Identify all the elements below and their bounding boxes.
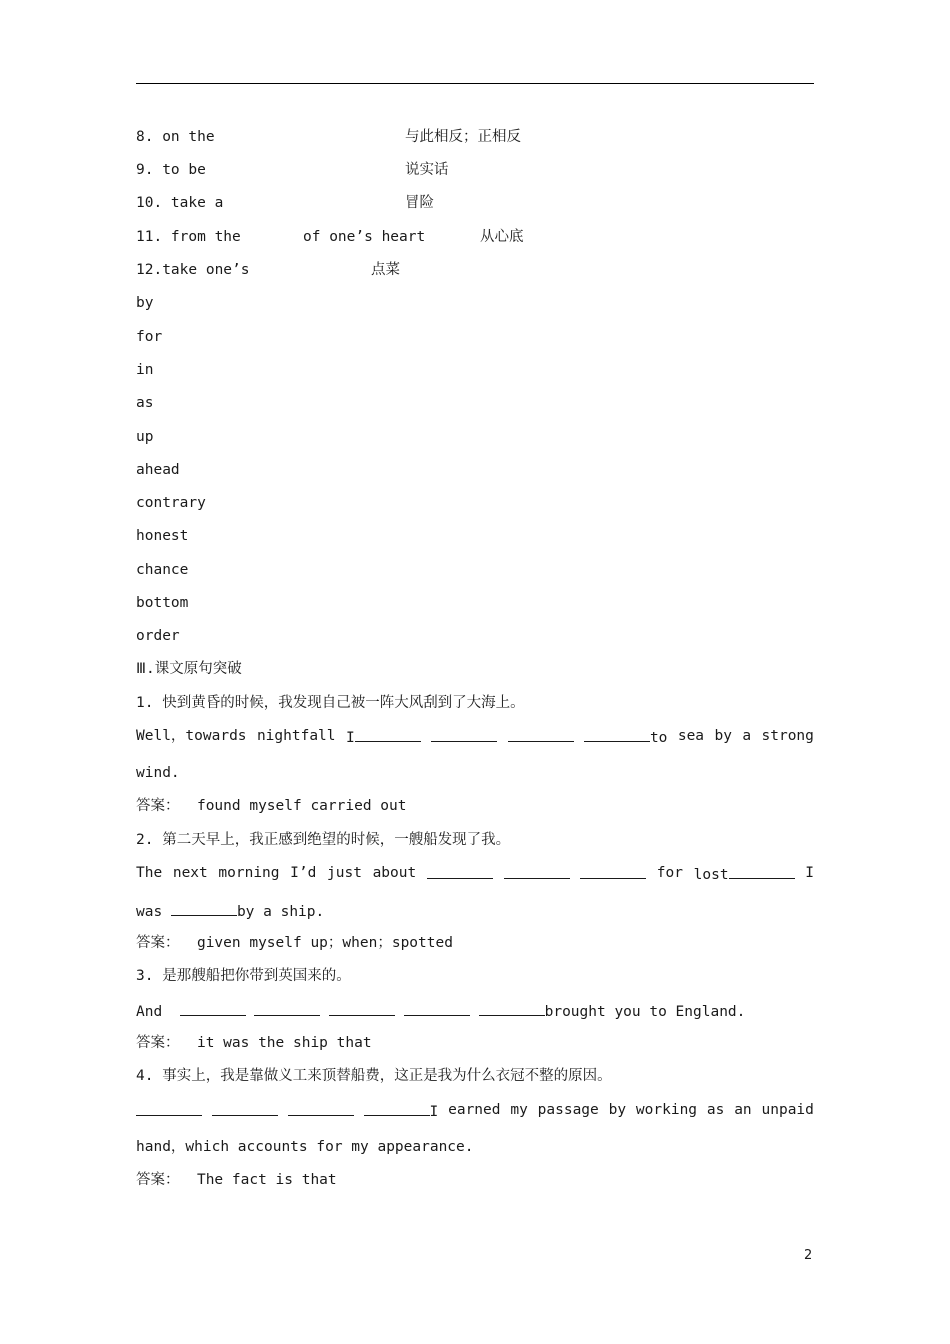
- blank: [212, 1100, 278, 1116]
- q2-answer: 答案： given myself up；when；spotted: [136, 935, 453, 951]
- answer-word: chance: [136, 562, 189, 578]
- blank: [427, 863, 493, 879]
- blank: [355, 726, 421, 742]
- q2-line2: was by a ship.: [136, 900, 324, 922]
- q4-line2: hand，which accounts for my appearance.: [136, 1139, 474, 1155]
- answer-word: honest: [136, 528, 189, 544]
- phrase-8-en: 8. on the: [136, 129, 215, 145]
- answer-word: up: [136, 429, 154, 445]
- q4-sentence: I earned my passage by working as an unpaid: [136, 1100, 814, 1122]
- phrase-11-en-a: 11. from the: [136, 229, 241, 245]
- blank: [729, 863, 795, 879]
- answer-word: bottom: [136, 595, 189, 611]
- answer-word: ahead: [136, 462, 180, 478]
- section-title: Ⅲ.课文原句突破: [136, 661, 242, 677]
- blank: [431, 726, 497, 742]
- q1-line2: wind.: [136, 765, 180, 781]
- blank: [180, 1000, 246, 1016]
- q3-answer: 答案： it was the ship that: [136, 1035, 372, 1051]
- q4-chinese: 4. 事实上，我是靠做义工来顶替船费，这正是我为什么衣冠不整的原因。: [136, 1068, 612, 1084]
- answer-word: in: [136, 362, 154, 378]
- q1-answer: 答案： found myself carried out: [136, 798, 407, 814]
- answer-word: as: [136, 395, 154, 411]
- blank: [584, 726, 650, 742]
- q3-sentence: And brought you to England.: [136, 1000, 745, 1022]
- phrase-9-cn: 说实话: [405, 162, 449, 178]
- page-number: 2: [804, 1248, 813, 1263]
- blank: [479, 1000, 545, 1016]
- q3-chinese: 3. 是那艘船把你带到英国来的。: [136, 968, 351, 984]
- q1-sentence: Well，towards nightfall I to sea by a strong: [136, 728, 814, 746]
- q4-answer: 答案： The fact is that: [136, 1172, 337, 1188]
- q1-chinese: 1. 快到黄昏的时候，我发现自己被一阵大风刮到了大海上。: [136, 695, 525, 711]
- blank: [254, 1000, 320, 1016]
- answer-word: by: [136, 295, 154, 311]
- blank: [404, 1000, 470, 1016]
- answer-word: order: [136, 628, 180, 644]
- phrase-9-en: 9. to be: [136, 162, 206, 178]
- blank: [508, 726, 574, 742]
- blank: [504, 863, 570, 879]
- phrase-12-en: 12.take one’s: [136, 262, 250, 278]
- blank: [329, 1000, 395, 1016]
- blank: [288, 1100, 354, 1116]
- blank: [136, 1100, 202, 1116]
- phrase-12-cn: 点菜: [371, 262, 400, 278]
- phrase-10-cn: 冒险: [405, 195, 434, 211]
- q2-chinese: 2. 第二天早上，我正感到绝望的时候，一艘船发现了我。: [136, 832, 511, 848]
- answer-word: contrary: [136, 495, 206, 511]
- blank: [364, 1100, 430, 1116]
- phrase-11-cn: 从心底: [480, 229, 524, 245]
- blank: [580, 863, 646, 879]
- phrase-8-cn: 与此相反；正相反: [405, 129, 521, 145]
- phrase-10-en: 10. take a: [136, 195, 224, 211]
- answer-word: for: [136, 329, 163, 345]
- header-rule: [136, 83, 814, 84]
- q2-sentence: The next morning I’d just about for lost I: [136, 865, 814, 883]
- phrase-11-en-b: of one’s heart: [303, 229, 426, 245]
- blank: [171, 900, 237, 916]
